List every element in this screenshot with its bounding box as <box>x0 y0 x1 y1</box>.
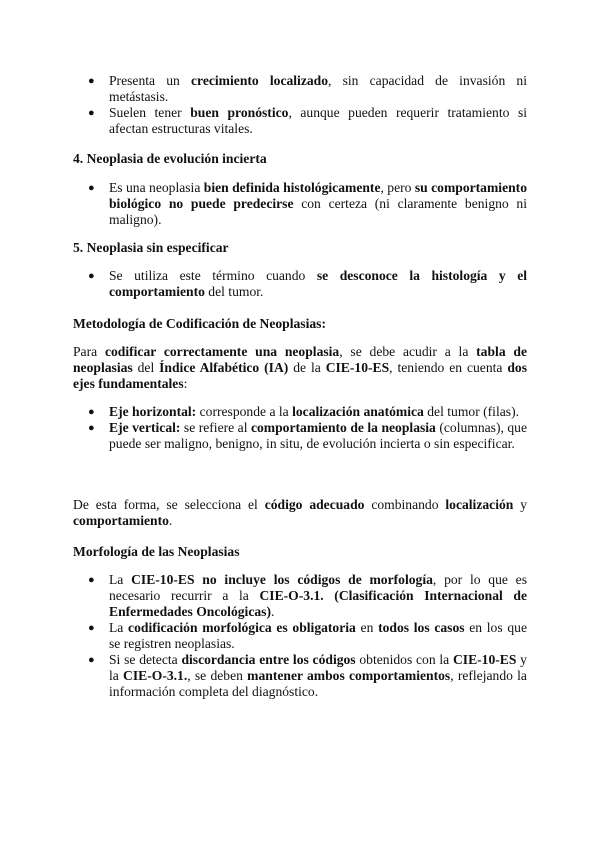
bold-text: codificación morfológica es obligatoria <box>128 620 356 635</box>
text-run: , reflejando la información completa del diagnóstico. <box>109 668 527 699</box>
bold-text: todos los casos <box>378 620 465 635</box>
bullet-icon: ● <box>88 422 95 434</box>
text-run: Para <box>73 344 105 359</box>
list-item <box>73 268 527 300</box>
bold-text: codificar correctamente una neoplasia <box>104 344 340 359</box>
text-run: de la <box>288 360 326 375</box>
bullet-icon: ● <box>88 654 95 666</box>
text-run: , pero <box>380 180 415 195</box>
bold-text: Índice Alfabético (IA) <box>159 360 289 375</box>
text-run: con certeza (ni claramente benigno ni maligno). <box>109 196 527 227</box>
bold-text: Eje vertical: <box>109 420 181 435</box>
text-run: y la <box>109 652 527 683</box>
text-run: , aunque pueden requerir tratamiento si afectan estructuras vitales. <box>109 105 528 136</box>
text-run: en <box>355 620 379 635</box>
text-run: y <box>513 497 527 512</box>
text-run: Se utiliza este término cuando <box>109 268 317 283</box>
list-sin-especificar <box>73 268 527 300</box>
text-run: en los que se registren neoplasias. <box>109 620 527 651</box>
bullet-icon: ● <box>88 75 95 87</box>
list-ejes <box>73 404 527 452</box>
paragraph-metodologia <box>73 344 527 392</box>
text-run: (columnas), que puede ser maligno, benigno, in situ, de evolución incierta o sin especificar. <box>109 420 528 451</box>
text-run: . <box>270 604 275 619</box>
heading-morfologia: Morfología de las Neoplasias <box>73 544 240 559</box>
text-run: La <box>109 572 132 587</box>
bold-text: CIE-10-ES no incluye los códigos de morfología <box>131 572 433 587</box>
bold-text: CIE-10-ES <box>325 360 390 375</box>
text-run: del <box>132 360 160 375</box>
text-run: Si se detecta <box>109 652 182 667</box>
list-item <box>73 420 527 452</box>
bullet-icon: ● <box>88 182 95 194</box>
bold-text: discordancia entre los códigos <box>181 652 356 667</box>
bold-text: crecimiento localizado <box>191 73 329 88</box>
list-evolucion-incierta <box>73 180 527 228</box>
bold-text: localización <box>445 497 514 512</box>
heading-evolucion-incierta: 4. Neoplasia de evolución incierta <box>73 151 267 166</box>
text-run: obtenidos con la <box>355 652 453 667</box>
text-run: , se deben <box>187 668 248 683</box>
bullet-icon: ● <box>88 270 95 282</box>
text-run: , por lo que es necesario recurrir a la <box>109 572 527 603</box>
text-run: Presenta un <box>109 73 192 88</box>
bold-text: comportamiento de la neoplasia <box>250 420 436 435</box>
heading-metodologia: Metodología de Codificación de Neoplasias: <box>73 316 326 331</box>
bold-text: localización anatómica <box>292 404 424 419</box>
text-run: del tumor (filas). <box>423 404 519 419</box>
bold-text: bien definida histológicamente <box>203 180 381 195</box>
bold-text: se desconoce la histología y el comportamiento <box>109 268 528 299</box>
list-item <box>73 180 527 228</box>
bold-text: Eje horizontal: <box>109 404 197 419</box>
bullet-icon: ● <box>88 107 95 119</box>
text-run: , se debe acudir a la <box>339 344 477 359</box>
text-run: del tumor. <box>204 284 264 299</box>
bold-text: su comportamiento biológico no puede predecirse <box>109 180 527 211</box>
paragraph-forma <box>73 497 527 529</box>
list-item <box>73 73 527 105</box>
list-benign-traits <box>73 73 527 137</box>
text-run: . <box>168 513 173 528</box>
heading-sin-especificar: 5. Neoplasia sin especificar <box>73 240 229 255</box>
text-run: combinando <box>364 497 446 512</box>
bold-text: buen pronóstico <box>190 105 289 120</box>
bold-text: código adecuado <box>264 497 365 512</box>
bold-text: mantener ambos comportamientos <box>247 668 451 683</box>
text-run: , teniendo en cuenta <box>389 360 508 375</box>
bold-text: CIE-10-ES <box>452 652 517 667</box>
text-run: : <box>183 376 188 391</box>
text-run: La <box>109 620 129 635</box>
text-run: Es una neoplasia <box>109 180 204 195</box>
list-item <box>73 652 527 700</box>
bold-text: CIE-O-3.1. <box>123 668 188 683</box>
text-run: Suelen tener <box>109 105 191 120</box>
bullet-icon: ● <box>88 406 95 418</box>
bullet-icon: ● <box>88 574 95 586</box>
bold-text: comportamiento <box>73 513 169 528</box>
text-run: , sin capacidad de invasión ni metástasis. <box>109 73 527 104</box>
list-item <box>73 105 527 137</box>
bold-text: dos ejes fundamentales <box>73 360 527 391</box>
list-item <box>73 404 527 420</box>
text-run: corresponde a la <box>196 404 293 419</box>
text-run: se refiere al <box>180 420 251 435</box>
bullet-icon: ● <box>88 622 95 634</box>
bold-text: CIE-O-3.1. (Clasificación Internacional de Enfermedades Oncológicas) <box>109 588 527 619</box>
bold-text: tabla de neoplasias <box>73 344 527 375</box>
list-morfologia <box>73 572 527 700</box>
list-item <box>73 620 527 652</box>
list-item <box>73 572 527 620</box>
text-run: De esta forma, se selecciona el <box>73 497 265 512</box>
